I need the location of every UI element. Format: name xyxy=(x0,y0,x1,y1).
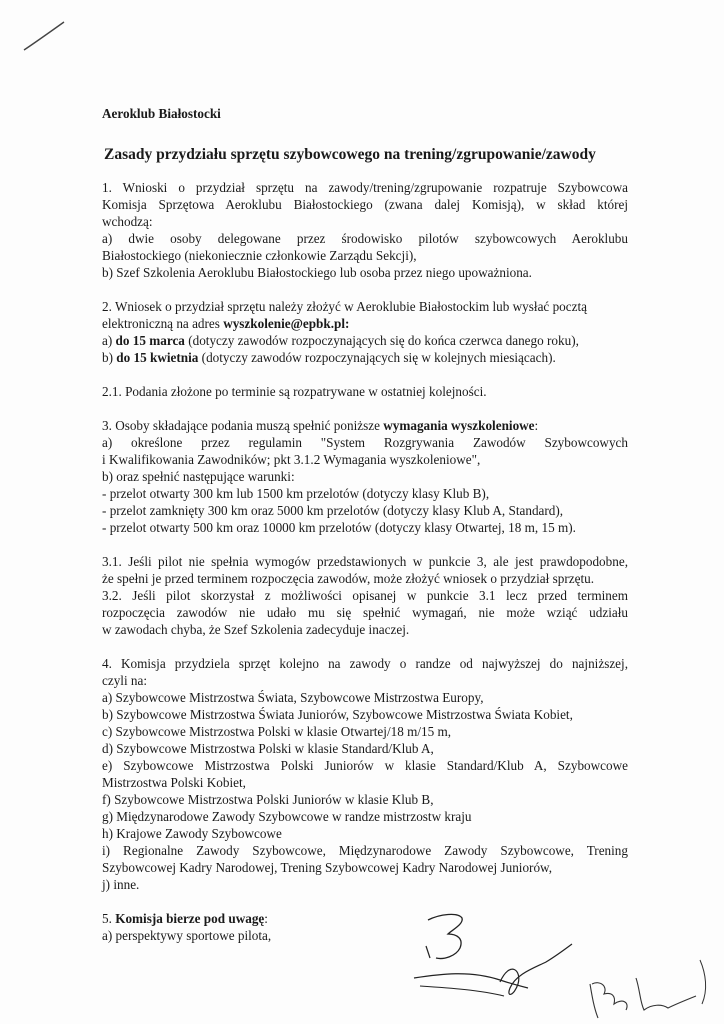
section-4 xyxy=(102,655,628,893)
section-3-line: a) określone przez regulamin "System Rozgrywania Zawodów Szybowcowych xyxy=(102,435,628,450)
section-3-2-line: rozpoczęcia zawodów nie udało mu się spełnić wymagań, nie może wziąć udziału xyxy=(102,605,628,620)
section-3-2-line: w zawodach chyba, że Szef Szkolenia zadecyduje inaczej. xyxy=(102,622,410,637)
deadline-b xyxy=(102,349,628,366)
section-3-1-line: że spełni je przed terminem rozpoczęcia zawodów, może złożyć wniosek o przydział sprzętu. xyxy=(102,571,594,586)
section-4-item: i) Regionalne Zawody Szybowcowe, Międzynarodowe Zawody Szybowcowe, Trening xyxy=(102,843,628,858)
section-1 xyxy=(102,179,628,281)
section-4-item: h) Krajowe Zawody Szybowcowe xyxy=(102,826,282,841)
email-prefix: elektroniczną na adres xyxy=(102,316,224,331)
deadline-b-date: do 15 kwietnia xyxy=(116,350,199,365)
pen-stroke-mark xyxy=(22,20,66,54)
deadline-b-text: (dotyczy zawodów rozpoczynających się w kolejnych miesiącach). xyxy=(198,350,556,365)
organization-heading: Aeroklub Białostocki xyxy=(102,106,221,121)
section-4-item: g) Międzynarodowe Zawody Szybowcowe w randze mistrzostw kraju xyxy=(102,809,472,824)
deadline-a-prefix: a) xyxy=(102,333,116,348)
section-3-intro xyxy=(102,417,628,434)
section-5-suffix: : xyxy=(264,911,268,926)
section-3-intro-text: 3. Osoby składające podania muszą spełnić poniższe xyxy=(102,418,384,433)
section-4-item: e) Szybowcowe Mistrzostwa Polski Juniorów w klasie Standard/Klub A, Szybowcowe xyxy=(102,758,628,773)
section-5-item: a) perspektywy sportowe pilota, xyxy=(102,928,272,943)
submission-email: wyszkolenie@epbk.pl xyxy=(223,316,346,331)
section-3-line: - przelot otwarty 500 km oraz 10000 km przelotów (dotyczy klasy Otwartej, 18 m, 15 m). xyxy=(102,520,576,535)
section-1-line: Komisja Sprzętowa Aeroklubu Białostockiego (zwana dalej Komisją), w skład której xyxy=(102,197,628,212)
section-3-line: i Kwalifikowania Zawodników; pkt 3.1.2 Wymagania wyszkoleniowe", xyxy=(102,452,481,467)
section-3-intro-suffix: : xyxy=(534,418,539,433)
document-title: Zasady przydziału sprzętu szybowcowego na trening/zgrupowanie/zawody xyxy=(104,146,596,163)
section-5-bold: Komisja bierze pod uwagę xyxy=(115,911,265,926)
email-suffix: : xyxy=(345,316,350,331)
section-5-number: 5. xyxy=(102,911,116,926)
section-4-item: Szybowcowej Kadry Narodowej, Trening Szybowcowej Kadry Narodowej Juniorów, xyxy=(102,860,552,875)
section-2-line: 2. Wniosek o przydział sprzętu należy złożyć w Aeroklubie Białostockim lub wysłać pocztą xyxy=(102,299,587,314)
section-3-2-line: 3.2. Jeśli pilot skorzystał z możliwości opisanej w punkcie 3.1 lecz przed terminem xyxy=(102,588,628,603)
section-1-line: b) Szef Szkolenia Aeroklubu Białostockiego lub osoba przez niego upoważniona. xyxy=(102,265,532,280)
deadline-a xyxy=(102,332,628,349)
section-2-email-line xyxy=(102,315,628,332)
section-3-1 xyxy=(102,553,628,638)
section-1-line: Białostockiego (niekoniecznie członkowie Zarządu Sekcji), xyxy=(102,248,417,263)
section-3-line: b) oraz spełnić następujące warunki: xyxy=(102,469,295,484)
section-4-item: Mistrzostwa Polski Kobiet, xyxy=(102,775,246,790)
section-4-item: c) Szybowcowe Mistrzostwa Polski w klasie Otwartej/18 m/15 m, xyxy=(102,724,452,739)
section-1-line: 1. Wnioski o przydział sprzętu na zawody/trening/zgrupowanie rozpatruje Szybowcowa xyxy=(102,180,628,195)
deadline-b-prefix: b) xyxy=(102,350,117,365)
deadline-a-text: (dotyczy zawodów rozpoczynających się do końca czerwca danego roku), xyxy=(184,333,579,348)
section-3-line: - przelot zamknięty 300 km oraz 5000 km przelotów (dotyczy klasy Klub A, Standard), xyxy=(102,503,564,518)
section-4-item: a) Szybowcowe Mistrzostwa Świata, Szybowcowe Mistrzostwa Europy, xyxy=(102,690,484,705)
document-body xyxy=(102,105,628,961)
section-3-line: - przelot otwarty 300 km lub 1500 km przelotów (dotyczy klasy Klub B), xyxy=(102,486,490,501)
section-2-1 xyxy=(102,383,628,400)
section-3-1-line: 3.1. Jeśli pilot nie spełnia wymogów przedstawionych w punkcie 3, ale jest prawdopodobne, xyxy=(102,554,628,569)
section-4-item: b) Szybowcowe Mistrzostwa Świata Juniorów, Szybowcowe Mistrzostwa Świata Kobiet, xyxy=(102,707,573,722)
deadline-a-date: do 15 marca xyxy=(115,333,185,348)
section-2-1-text: 2.1. Podania złożone po terminie są rozpatrywane w ostatniej kolejności. xyxy=(102,384,487,399)
section-1-line: wchodzą: xyxy=(102,214,153,229)
section-3-requirements-bold: wymagania wyszkoleniowe xyxy=(383,418,535,433)
section-1-line: a) dwie osoby delegowane przez środowisko pilotów szybowcowych Aeroklubu xyxy=(102,231,628,246)
section-4-item: d) Szybowcowe Mistrzostwa Polski w klasie Standard/Klub A, xyxy=(102,741,434,756)
handwritten-signatures xyxy=(400,900,720,1024)
section-2 xyxy=(102,298,628,366)
section-4-item: j) inne. xyxy=(102,877,140,892)
section-4-line: 4. Komisja przydziela sprzęt kolejno na zawody o randze od najwyższej do najniższej, xyxy=(102,656,628,671)
section-4-item: f) Szybowcowe Mistrzostwa Polski Juniorów w klasie Klub B, xyxy=(102,792,434,807)
section-4-line: czyli na: xyxy=(102,673,148,688)
section-3 xyxy=(102,417,628,536)
